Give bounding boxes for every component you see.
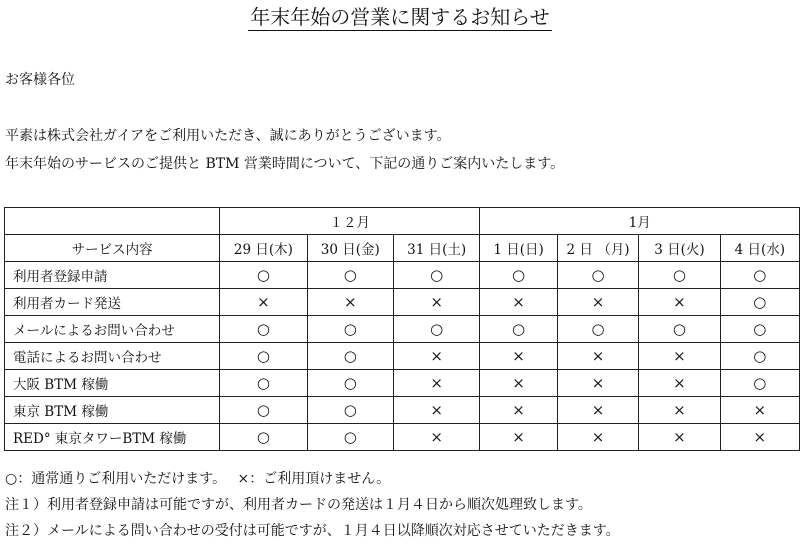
availability-mark: ○ — [307, 262, 393, 289]
service-name: 電話によるお問い合わせ — [5, 343, 220, 370]
availability-mark: ○ — [720, 262, 799, 289]
availability-mark: × — [557, 370, 639, 397]
intro-line-2: 年末年始のサービスのご提供と BTM 営業時間について、下記の通りご案内いたします。 — [5, 156, 565, 172]
service-header: サービス内容 — [5, 235, 220, 262]
availability-mark: ○ — [480, 262, 557, 289]
availability-mark: ○ — [720, 370, 799, 397]
availability-mark: × — [720, 424, 799, 451]
availability-mark: ○ — [557, 262, 639, 289]
service-name: 利用者カード発送 — [5, 289, 220, 316]
day-header: 29 日(木) — [220, 235, 307, 262]
availability-mark: × — [639, 370, 720, 397]
availability-mark: × — [307, 289, 393, 316]
day-header: 4 日(水) — [720, 235, 799, 262]
availability-mark: ○ — [220, 424, 307, 451]
note-1: 注１）利用者登録申請は可能ですが、利用者カードの発送は１月４日から順次処理致します。 — [5, 497, 592, 513]
availability-mark: × — [480, 370, 557, 397]
day-header: 31 日(土) — [393, 235, 479, 262]
availability-mark: × — [393, 370, 479, 397]
table-row — [5, 316, 800, 343]
availability-mark: × — [557, 424, 639, 451]
availability-mark: × — [480, 397, 557, 424]
table-row — [5, 289, 800, 316]
availability-mark: × — [480, 289, 557, 316]
availability-mark: × — [639, 289, 720, 316]
availability-mark: ○ — [639, 316, 720, 343]
availability-mark: ○ — [393, 262, 479, 289]
availability-mark: ○ — [220, 316, 307, 343]
service-name: 大阪 BTM 稼働 — [5, 370, 220, 397]
table-row — [5, 343, 800, 370]
availability-mark: ○ — [220, 397, 307, 424]
day-header-row — [5, 235, 800, 262]
schedule-table — [4, 207, 800, 451]
availability-mark: ○ — [220, 370, 307, 397]
month-header-row — [5, 208, 800, 235]
salutation: お客様各位 — [5, 72, 75, 88]
availability-mark: ○ — [307, 397, 393, 424]
availability-mark: ○ — [480, 316, 557, 343]
month-header-jan: 1月 — [480, 208, 800, 235]
service-name: メールによるお問い合わせ — [5, 316, 220, 343]
availability-mark: ○ — [220, 262, 307, 289]
empty-header-cell — [5, 208, 220, 235]
availability-mark: ○ — [720, 316, 799, 343]
availability-mark: × — [639, 343, 720, 370]
service-name: 利用者登録申請 — [5, 262, 220, 289]
day-header: 1 日(日) — [480, 235, 557, 262]
day-header: 30 日(金) — [307, 235, 393, 262]
availability-mark: ○ — [639, 262, 720, 289]
availability-mark: × — [393, 289, 479, 316]
availability-mark: × — [720, 397, 799, 424]
note-2: 注２）メールによる問い合わせの受付は可能ですが、１月４日以降順次対応させていただきます。 — [5, 523, 620, 539]
availability-mark: × — [393, 397, 479, 424]
availability-mark: × — [393, 343, 479, 370]
page-title-text: 年末年始の営業に関するお知らせ — [250, 5, 550, 29]
service-name: RED° 東京タワーBTM 稼働 — [5, 424, 220, 451]
availability-mark: ○ — [307, 424, 393, 451]
page-title — [0, 4, 800, 30]
day-header: 3 日(火) — [639, 235, 720, 262]
availability-mark: × — [557, 343, 639, 370]
service-name: 東京 BTM 稼働 — [5, 397, 220, 424]
availability-mark: × — [393, 424, 479, 451]
availability-mark: × — [480, 343, 557, 370]
availability-mark: ○ — [393, 316, 479, 343]
table-row — [5, 424, 800, 451]
availability-mark: ○ — [557, 316, 639, 343]
intro-line-1: 平素は株式会社ガイアをご利用いただき、誠にありがとうございます。 — [5, 128, 451, 144]
availability-mark: × — [639, 397, 720, 424]
availability-mark: × — [557, 397, 639, 424]
availability-mark: × — [557, 289, 639, 316]
availability-mark: ○ — [307, 343, 393, 370]
availability-mark: ○ — [720, 343, 799, 370]
legend: ○：通常通りご利用いただけます。 ×：ご利用頂けません。 — [5, 471, 391, 487]
table-row — [5, 262, 800, 289]
availability-mark: × — [639, 424, 720, 451]
day-header: 2 日 （月) — [557, 235, 639, 262]
availability-mark: ○ — [220, 343, 307, 370]
availability-mark: × — [220, 289, 307, 316]
table-row — [5, 370, 800, 397]
month-header-dec: １２月 — [220, 208, 480, 235]
availability-mark: ○ — [307, 370, 393, 397]
availability-mark: ○ — [720, 289, 799, 316]
table-row — [5, 397, 800, 424]
availability-mark: ○ — [307, 316, 393, 343]
availability-mark: × — [480, 424, 557, 451]
